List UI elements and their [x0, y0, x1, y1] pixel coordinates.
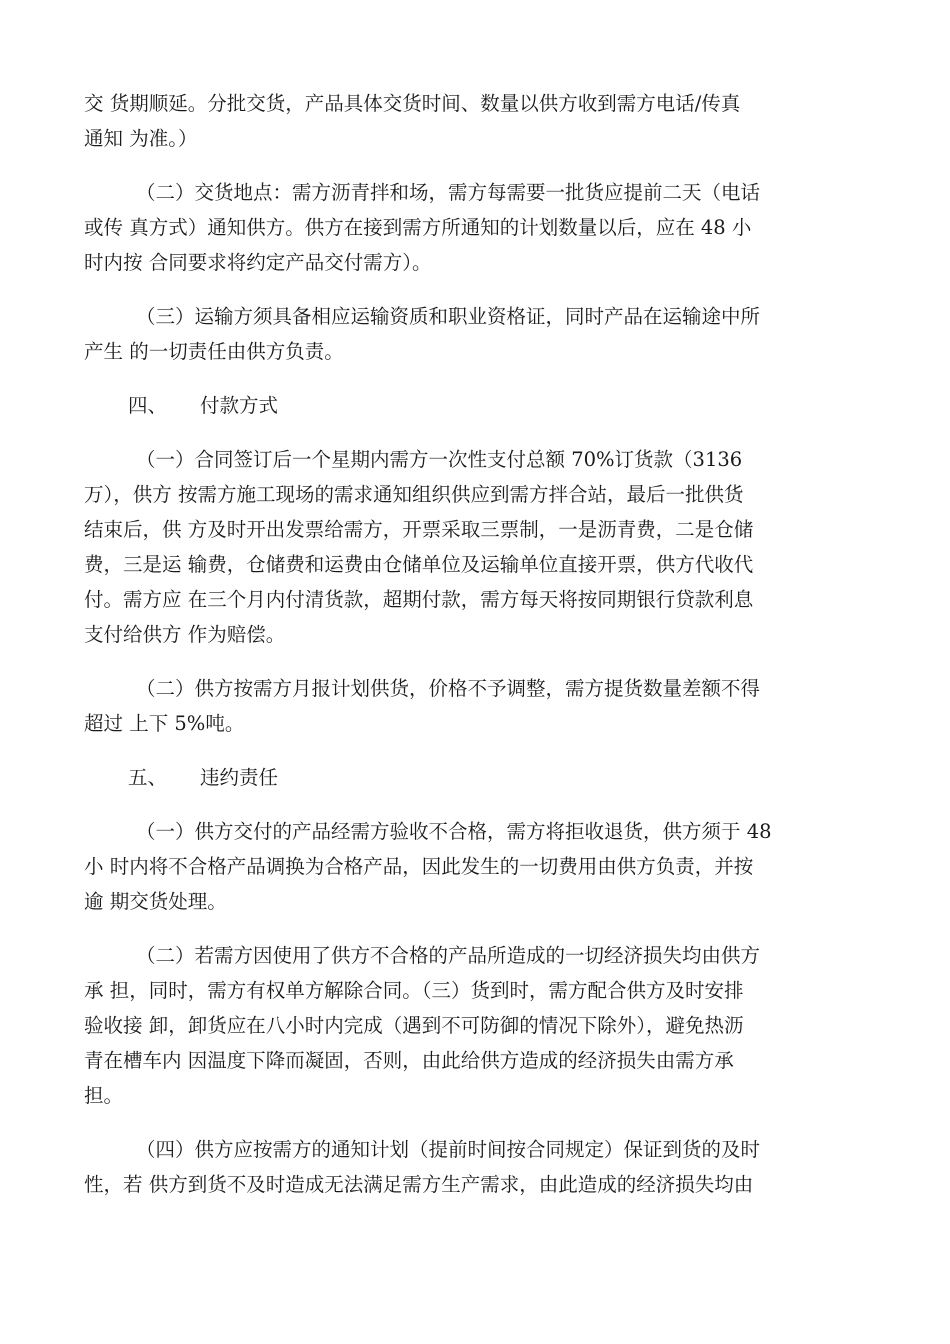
section-heading-payment [84, 388, 864, 423]
section-heading-breach [84, 760, 864, 795]
text-line: （四）供方应按需方的通知计划（提前时间按合同规定）保证到货的及时 [136, 1138, 761, 1161]
text-line: 支付给供方 作为赔偿。 [84, 623, 286, 646]
paragraph-payment-terms [84, 442, 864, 652]
section-title: 付款方式 [200, 394, 279, 417]
paragraph-delivery-location [84, 175, 864, 280]
paragraph-transport-liability [84, 299, 864, 369]
paragraph-timely-delivery [84, 1132, 864, 1202]
text-line: （二）供方按需方月报计划供货，价格不予调整，需方提货数量差额不得 [136, 677, 761, 700]
text-line: 通知 为准。） [84, 127, 198, 150]
text-line: 结束后，供 方及时开出发票给需方，开票采取三票制，一是沥青费，二是仓储 [84, 518, 754, 541]
text-line: 验收接 卸，卸货应在八小时内完成（遇到不可防御的情况下除外），避免热沥 [84, 1014, 744, 1037]
text-line: （二）交货地点：需方沥青拌和场，需方每需要一批货应提前二天（电话 [136, 181, 761, 204]
paragraph-economic-loss [84, 938, 864, 1113]
text-line: （三）运输方须具备相应运输资质和职业资格证，同时产品在运输途中所 [136, 305, 761, 328]
text-line: （一）合同签订后一个星期内需方一次性支付总额 70%订货款（3136 [136, 448, 743, 471]
section-number: 五、 [128, 766, 168, 789]
text-line: 超过 上下 5%吨。 [84, 712, 245, 735]
document-page [84, 86, 864, 1221]
text-line: 青在槽车内 因温度下降而凝固，否则，由此给供方造成的经济损失由需方承 [84, 1049, 734, 1072]
text-line: 性，若 供方到货不及时造成无法满足需方生产需求，由此造成的经济损失均由 [84, 1173, 754, 1196]
text-line: 付。需方应 在三个月内付清货款，超期付款，需方每天将按同期银行贷款利息 [84, 588, 754, 611]
text-line: 交 货期顺延。分批交货，产品具体交货时间、数量以供方收到需方电话/传真 [84, 92, 741, 115]
text-line: （一）供方交付的产品经需方验收不合格，需方将拒收退货，供方须于 48 [136, 820, 772, 843]
paragraph-monthly-supply [84, 671, 864, 741]
text-line: 或传 真方式）通知供方。供方在接到需方所通知的计划数量以后，应在 48 小 [84, 216, 752, 239]
text-line: 小 时内将不合格产品调换为合格产品，因此发生的一切费用由供方负责，并按 [84, 855, 754, 878]
paragraph-delivery-schedule [84, 86, 864, 156]
section-number: 四、 [128, 394, 168, 417]
paragraph-nonconforming-product [84, 814, 864, 919]
text-line: 万），供方 按需方施工现场的需求通知组织供应到需方拌合站，最后一批供货 [84, 483, 744, 506]
text-line: 逾 期交货处理。 [84, 890, 227, 913]
text-line: （二）若需方因使用了供方不合格的产品所造成的一切经济损失均由供方 [136, 944, 761, 967]
text-line: 担。 [84, 1084, 124, 1107]
text-line: 费，三是运 输费，仓储费和运费由仓储单位及运输单位直接开票，供方代收代 [84, 553, 754, 576]
text-line: 承 担，同时，需方有权单方解除合同。（三）货到时，需方配合供方及时安排 [84, 979, 744, 1002]
text-line: 时内按 合同要求将约定产品交付需方）。 [84, 251, 432, 274]
section-title: 违约责任 [200, 766, 279, 789]
text-line: 产生 的一切责任由供方负责。 [84, 340, 344, 363]
